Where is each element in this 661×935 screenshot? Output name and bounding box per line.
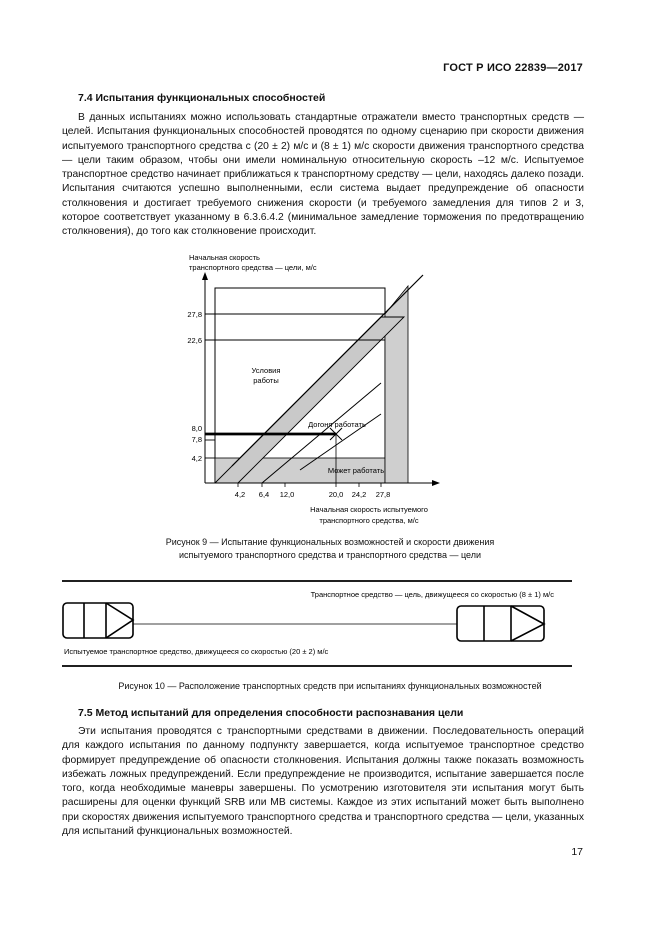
y-tick-7-8: 7,8 <box>191 435 202 444</box>
region-works-1: Условия <box>251 366 281 375</box>
page-number: 17 <box>571 846 583 858</box>
x-tick-20-0: 20,0 <box>328 490 344 499</box>
section-7-5-text: Эти испытания проводятся с транспортными средствами в движении. Последовательность операций для каждого испытания по данному подпункту завершается, когда испытуемое транспортное средство формирует предупреждение об опасности столкновения. Испытания должны также показать возможность избежать ложных предупреждений. Если предупреждение не производится, испытание завершается после того, когда необходимые маневры завершены. По усмотрению изготовителя эти испытания могут быть расширены для оценки функций SRB или MB системы. Каждое из этих испытаний может быть выполнено при скоростях движения испытуемого транспортного средства и транспортного средства — цели, указанных для испытаний функциональных возможностей. <box>62 726 584 838</box>
plot-area <box>215 288 385 483</box>
x-tick-4-2: 4,2 <box>234 490 246 499</box>
subject-vehicle-icon <box>63 603 133 638</box>
section-7-5-title: 7.5 Метод испытаний для определения способности распознавания цели <box>78 707 464 719</box>
y-axis-label-1: Начальная скорость <box>189 253 260 262</box>
figure-9-caption <box>80 536 580 561</box>
x-tick-24-2: 24,2 <box>351 490 367 499</box>
region-works-2: работы <box>253 376 279 385</box>
subject-vehicle-label: Испытуемое транспортное средство, движущееся со скоростью (20 ± 2) м/с <box>64 647 329 656</box>
x-axis-label-2: транспортного средства, м/с <box>319 516 419 525</box>
y-axis-label-2: транспортного средства — цели, м/с <box>189 263 317 272</box>
figure-9-caption-line-2: испытуемого транспортного средства и транспортного средства — цели <box>178 549 482 560</box>
standard-header: ГОСТ Р ИСО 22839—2017 <box>443 62 583 74</box>
y-tick-8-0: 8,0 <box>191 424 202 433</box>
target-vehicle-label: Транспортное средство — цель, движущееся со скоростью (8 ± 1) м/с <box>310 590 554 599</box>
target-vehicle-icon <box>457 606 544 641</box>
y-tick-22-6: 22,6 <box>187 336 202 345</box>
x-tick-27-8: 27,8 <box>375 490 391 499</box>
y-tick-4-2: 4,2 <box>191 454 202 463</box>
figure-10-diagram <box>0 570 661 675</box>
figure-9-caption-line-1: Рисунок 9 — Испытание функциональных возможностей и скорости движения <box>165 537 495 547</box>
x-axis-arrow <box>432 480 440 486</box>
region-overtake-label: Догоня работать <box>308 420 366 429</box>
region-may-work-label: Может работать <box>327 466 385 475</box>
figure-9-chart <box>0 248 661 533</box>
figure-10-caption: Рисунок 10 — Расположение транспортных средств при испытаниях функциональных возможностей <box>118 681 542 691</box>
y-tick-27-8: 27,8 <box>187 310 202 319</box>
y-axis-arrow <box>202 272 208 280</box>
right-strip <box>385 286 408 483</box>
x-axis-label-1: Начальная скорость испытуемого <box>310 505 428 514</box>
x-tick-6-4: 6,4 <box>258 490 270 499</box>
section-7-4-text: В данных испытаниях можно использовать стандартные отражатели вместо транспортных средств — целей. Испытания функциональных способностей проводятся по одному сценарию при скорости движения испытуемого транспортного средства с (20 ± 2) м/с и (8 ± 1) м/с скорости движения транспортного средства — цели таким образом, чтобы они имели номинальную относительную скорость –12 м/с. Испытуемое транспортное средство начинает приближаться к транспортному средству — цели, находясь далеко позади. Испытания считаются успешно выполненными, если система выдает предупреждение об опасности столкновения и достигает требуемого снижения скорости (и требуемого замедления для типов 2 и 3, которое соответствует указанному в 6.3.6.4.2 (минимальное замедление торможения по предотвращению столкновения), до того как столкновение происходит. <box>62 112 584 238</box>
section-7-4-title: 7.4 Испытания функциональных способностей <box>78 92 326 104</box>
x-tick-12-0: 12,0 <box>279 490 295 499</box>
